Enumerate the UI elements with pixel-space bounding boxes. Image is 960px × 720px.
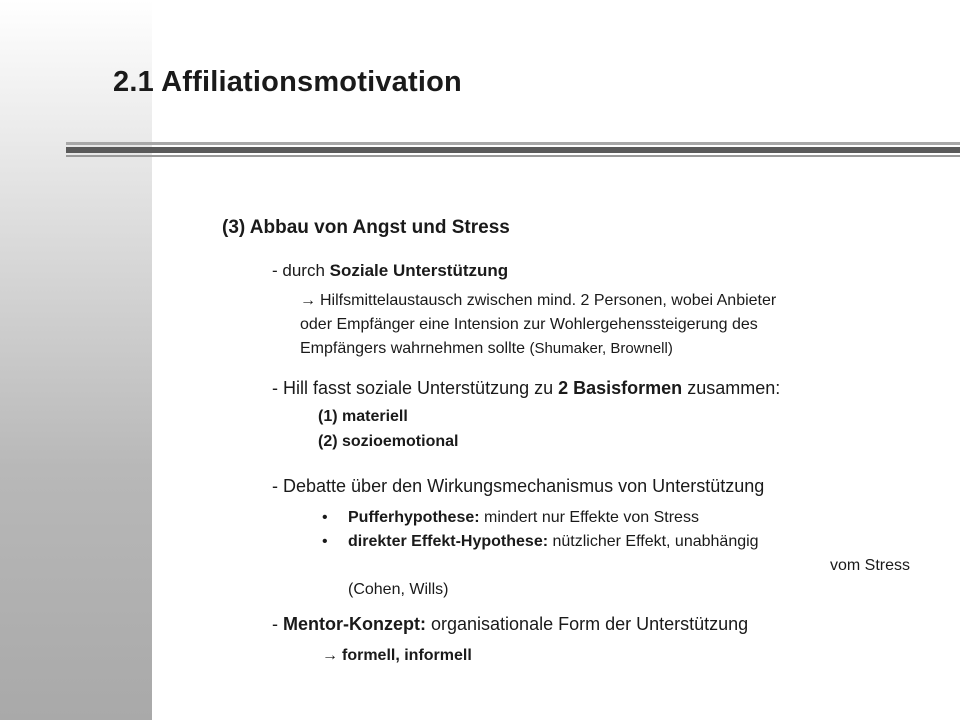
arrow-right-icon: → bbox=[300, 292, 316, 309]
hill-form-2: (2) sozioemotional bbox=[318, 433, 459, 450]
debate-item-2 bbox=[348, 533, 759, 551]
section-heading: (3) Abbau von Angst und Stress bbox=[222, 217, 510, 238]
mentor-text: organisationale Form der Unterstützung bbox=[426, 614, 749, 634]
side-gradient-bar bbox=[0, 0, 152, 720]
bullet-icon: • bbox=[322, 509, 328, 526]
title-rule-top bbox=[66, 142, 960, 145]
bullet-icon: • bbox=[322, 533, 328, 550]
hill-basisformen: 2 Basisformen bbox=[558, 378, 683, 398]
debate-item-2-text: nützlicher Effekt, unabhängig bbox=[548, 533, 759, 550]
mentor-forms-line bbox=[322, 647, 472, 665]
hill-line bbox=[272, 378, 780, 399]
support-line bbox=[272, 261, 508, 281]
hill-text-before: Hill fasst soziale Unterstützung zu bbox=[278, 378, 559, 398]
definition-text-3: Empfängers wahrnehmen sollte bbox=[300, 340, 530, 357]
support-prefix: durch bbox=[277, 261, 330, 280]
support-dash: - bbox=[272, 261, 278, 280]
debate-item-1-text: mindert nur Effekte von Stress bbox=[479, 509, 699, 526]
support-term: Soziale Unterstützung bbox=[329, 261, 509, 280]
debate-citation: (Cohen, Wills) bbox=[348, 581, 449, 598]
title-rule-bottom bbox=[66, 155, 960, 157]
debate-dash: - bbox=[272, 476, 278, 496]
mentor-dash: - bbox=[272, 614, 278, 634]
debate-item-1-term: Pufferhypothese: bbox=[348, 509, 480, 526]
definition-text-1: Hilfsmittelaustausch zwischen mind. 2 Personen, wobei Anbieter bbox=[320, 292, 777, 309]
mentor-forms: formell, informell bbox=[342, 647, 472, 664]
debate-item-2-continuation: vom Stress bbox=[830, 557, 911, 574]
title-rule-middle bbox=[66, 147, 960, 153]
arrow-right-icon: → bbox=[322, 647, 338, 664]
mentor-term: Mentor-Konzept: bbox=[283, 614, 426, 634]
support-definition-line3 bbox=[300, 340, 673, 358]
hill-form-1: (1) materiell bbox=[318, 408, 408, 425]
debate-item-1 bbox=[348, 509, 699, 527]
debate-text: Debatte über den Wirkungsmechanismus von Unterstützung bbox=[278, 476, 765, 496]
slide-title: 2.1 Affiliationsmotivation bbox=[113, 66, 462, 98]
definition-citation: (Shumaker, Brownell) bbox=[529, 340, 673, 357]
debate-line bbox=[272, 476, 764, 497]
debate-item-2-term: direkter Effekt-Hypothese: bbox=[348, 533, 549, 550]
hill-text-after: zusammen: bbox=[682, 378, 781, 398]
mentor-line bbox=[272, 614, 748, 635]
hill-dash: - bbox=[272, 378, 278, 398]
support-definition-line2: oder Empfänger eine Intension zur Wohlergehenssteigerung des bbox=[300, 316, 758, 333]
support-definition-line1 bbox=[300, 292, 776, 310]
